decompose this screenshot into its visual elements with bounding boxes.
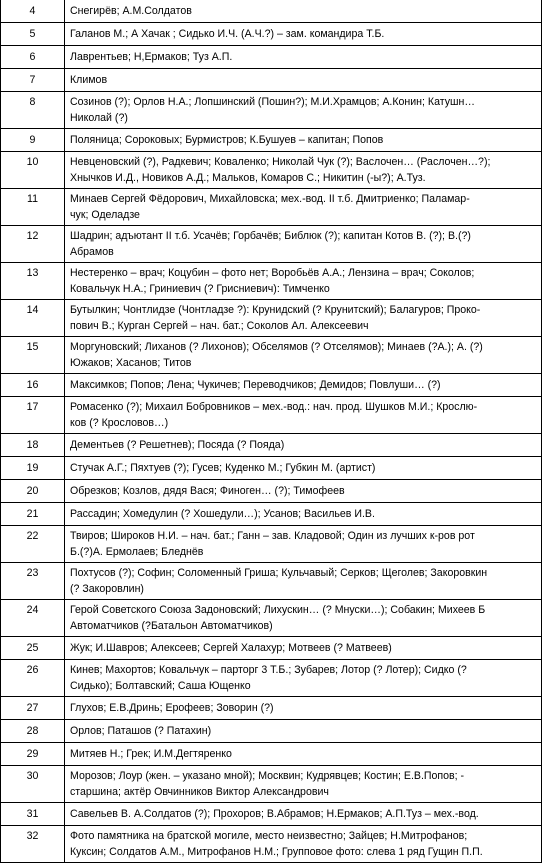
row-number: 7 xyxy=(1,69,65,92)
row-number: 4 xyxy=(1,0,65,23)
row-names: Невценовский (?), Радкевич; Коваленко; Николай Чук (?); Васлочен… (Раслочен…?); Хнычков И.Д., Новиков А.Д.; Мальков, Комаров С.; Никитин (-ы?); А.Туз. xyxy=(65,152,542,189)
row-number: 18 xyxy=(1,434,65,457)
row-names: Дементьев (? Решетнев); Посяда (? Поядa) xyxy=(65,434,542,457)
table-row xyxy=(1,374,542,397)
row-names: Обрезков; Козлов, дядя Вася; Финоген… (?); Тимофеев xyxy=(65,480,542,503)
table-row xyxy=(1,503,542,526)
table-row xyxy=(1,766,542,803)
table-row xyxy=(1,743,542,766)
row-number: 17 xyxy=(1,397,65,434)
table-row xyxy=(1,720,542,743)
table-row xyxy=(1,226,542,263)
table-row xyxy=(1,129,542,152)
row-number: 28 xyxy=(1,720,65,743)
table-row xyxy=(1,300,542,337)
table-row xyxy=(1,46,542,69)
row-number: 14 xyxy=(1,300,65,337)
row-number: 31 xyxy=(1,803,65,826)
row-number: 11 xyxy=(1,189,65,226)
row-names: Рассадин; Хомедулин (? Хошедули…); Усанов; Васильев И.В. xyxy=(65,503,542,526)
row-number: 21 xyxy=(1,503,65,526)
row-names: Твиров; Широков Н.И. – нач. бат.; Ганн – зав. Кладовой; Один из лучших к-ров рот Б.(?)А. Ермолаев; Бледнёв xyxy=(65,526,542,563)
table-row xyxy=(1,457,542,480)
row-names: Орлов; Паташов (? Патахин) xyxy=(65,720,542,743)
row-names: Галанов М.; А Хачак ; Сидько И.Ч. (А.Ч.?) – зам. командира Т.Б. xyxy=(65,23,542,46)
row-number: 5 xyxy=(1,23,65,46)
row-number: 9 xyxy=(1,129,65,152)
table-row xyxy=(1,69,542,92)
table-row xyxy=(1,563,542,600)
row-names: Климов xyxy=(65,69,542,92)
row-number: 25 xyxy=(1,637,65,660)
row-names: Кинев; Махортов; Ковальчук – парторг 3 Т.Б.; Зубарев; Лотор (? Лотер); Сидко (? Сидько); Болтавский; Саша Ющенко xyxy=(65,660,542,697)
table-row xyxy=(1,0,542,23)
row-names: Савельев В. А.Солдатов (?); Прохоров; В.Абрамов; Н.Ермаков; А.П.Туз – мех.-вод. xyxy=(65,803,542,826)
row-number: 23 xyxy=(1,563,65,600)
row-names: Стучак А.Г.; Пяхтуев (?); Гусев; Куденко М.; Губкин М. (артист) xyxy=(65,457,542,480)
row-names: Нестеренко – врач; Коцубин – фото нет; Воробьёв А.А.; Лензина – врач; Соколов; Ковальчук Н.А.; Гриниевич (? Грисниевич): Тимченко xyxy=(65,263,542,300)
row-names: Поляница; Сороковых; Бурмистров; К.Бушуев – капитан; Попов xyxy=(65,129,542,152)
table-row xyxy=(1,152,542,189)
row-names: Глухов; Е.В.Дринь; Ерофеев; Зоворин (?) xyxy=(65,697,542,720)
table-row xyxy=(1,526,542,563)
table-row xyxy=(1,600,542,637)
table-row xyxy=(1,92,542,129)
row-names: Герой Советского Союза Задоновский; Лихускин… (? Мнуски…); Собакин; Михеев Б Автоматчиков (?Батальон Автоматчиков) xyxy=(65,600,542,637)
row-number: 24 xyxy=(1,600,65,637)
row-names: Моргуновский; Лиханов (? Лихонов); Обселямов (? Отселямов); Минаев (?А.); А. (?) Южаков; Хасанов; Титов xyxy=(65,337,542,374)
row-names: Митяев Н.; Грек; И.М.Дегтяренко xyxy=(65,743,542,766)
row-names: Созинов (?); Орлов Н.А.; Лопшинский (Пошин?); М.И.Храмцов; А.Конин; Катушн… Николай (?) xyxy=(65,92,542,129)
table-row xyxy=(1,434,542,457)
table-row xyxy=(1,660,542,697)
row-names: Лаврентьев; Н,Ермаков; Туз А.П. xyxy=(65,46,542,69)
row-names: Максимков; Попов; Лена; Чукичев; Переводчиков; Демидов; Повлуши… (?) xyxy=(65,374,542,397)
row-names: Шадрин; адъютант II т.б. Усачёв; Горбачёв; Библюк (?); капитан Котов В. (?); В.(?) Абрамов xyxy=(65,226,542,263)
row-number: 30 xyxy=(1,766,65,803)
row-number: 13 xyxy=(1,263,65,300)
table-row xyxy=(1,803,542,826)
row-number: 12 xyxy=(1,226,65,263)
row-number: 22 xyxy=(1,526,65,563)
row-number: 20 xyxy=(1,480,65,503)
row-names: Ромасенко (?); Михаил Бобровников – мех.-вод.: нач. прод. Шушков М.И.; Крослю- ков (? Крословов…) xyxy=(65,397,542,434)
table-row xyxy=(1,23,542,46)
row-names: Бутылкин; Чонтлидзе (Чонтладзе ?): Крунидский (? Крунитский); Балагуров; Проко- пович В.; Курган Сергей – нач. бат.; Соколов Ал. Алексеевич xyxy=(65,300,542,337)
row-number: 6 xyxy=(1,46,65,69)
table-row xyxy=(1,480,542,503)
row-number: 15 xyxy=(1,337,65,374)
row-number: 19 xyxy=(1,457,65,480)
table-row xyxy=(1,637,542,660)
row-number: 27 xyxy=(1,697,65,720)
row-number: 16 xyxy=(1,374,65,397)
table-row xyxy=(1,697,542,720)
table-row xyxy=(1,337,542,374)
row-names: Минаев Сергей Фёдорович, Михайловска; мех.-вод. II т.б. Дмитриенко; Паламар- чук; Оделадзе xyxy=(65,189,542,226)
row-names: Фото памятника на братской могиле, место неизвестно; Зайцев; Н.Митрофанов; Куксин; Солдатов А.М., Митрофанов Н.М.; Групповое фото: слева 1 ряд Гущин П.П. xyxy=(65,826,542,863)
table-row xyxy=(1,189,542,226)
row-number: 32 xyxy=(1,826,65,863)
row-number: 8 xyxy=(1,92,65,129)
row-names: Морозов; Лоур (жен. – указано мной); Москвин; Кудрявцев; Костин; Е.В.Попов; - старшина; актёр Овчинников Виктор Александрович xyxy=(65,766,542,803)
row-names: Похтусов (?); Софин; Соломенный Гриша; Кульчавый; Серков; Щеголев; Закоровкин (? Закоровлин) xyxy=(65,563,542,600)
row-number: 26 xyxy=(1,660,65,697)
row-names: Снегирёв; А.М.Солдатов xyxy=(65,0,542,23)
table-body xyxy=(1,0,542,863)
row-names: Жук; И.Шавров; Алексеев; Сергей Халахур; Мотвеев (? Матвеев) xyxy=(65,637,542,660)
row-number: 29 xyxy=(1,743,65,766)
table-row xyxy=(1,397,542,434)
table-row xyxy=(1,263,542,300)
table-row xyxy=(1,826,542,863)
row-number: 10 xyxy=(1,152,65,189)
